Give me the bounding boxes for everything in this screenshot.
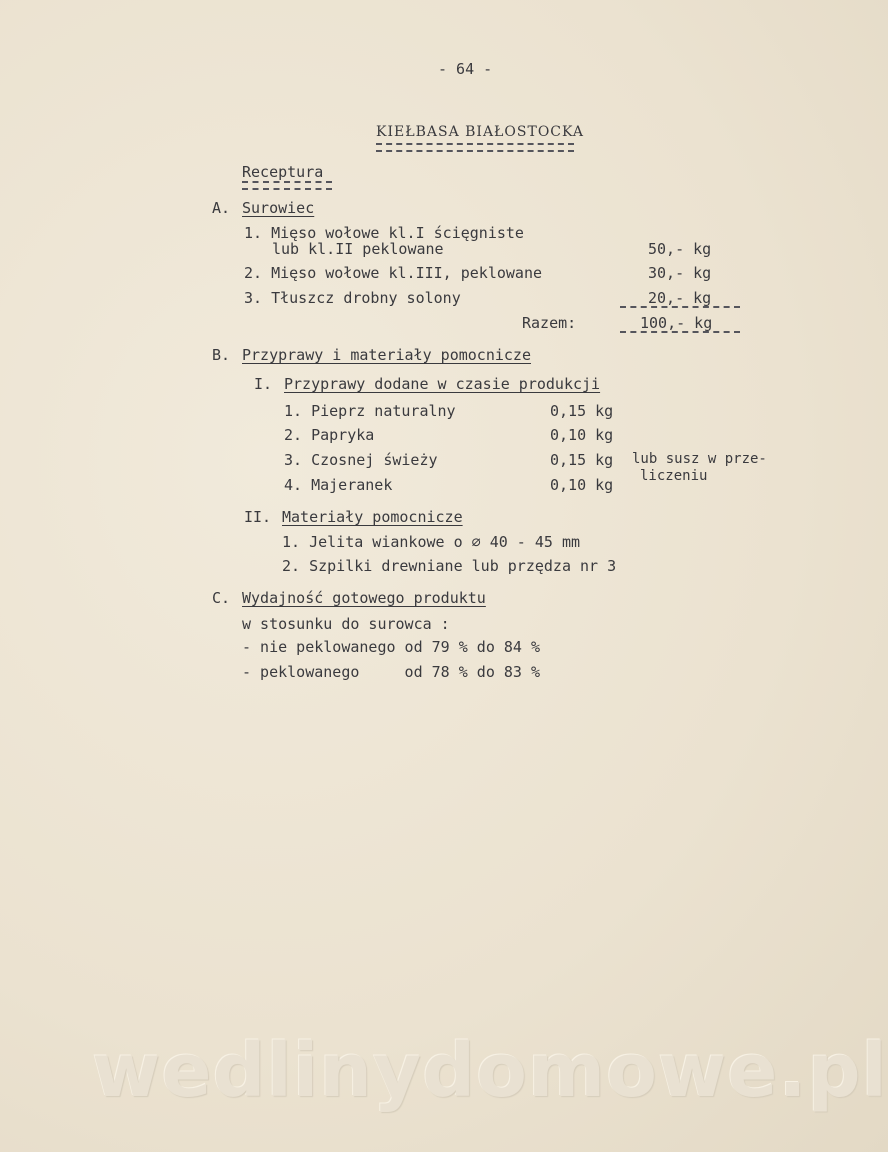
list-item: 2. Szpilki drewniane lub przędza nr 3 bbox=[282, 557, 617, 575]
receptura-heading: Receptura bbox=[242, 163, 324, 181]
page-title: KIEŁBASA BIAŁOSTOCKA bbox=[376, 124, 585, 140]
subsection-heading: Materiały pomocnicze bbox=[282, 508, 463, 526]
note-text-continuation: liczeniu bbox=[640, 468, 708, 484]
quantity: 0,10 kg bbox=[550, 426, 614, 444]
list-item: - peklowanego od 78 % do 83 % bbox=[242, 663, 541, 681]
receptura-underline bbox=[242, 181, 332, 190]
quantity: 50,- kg bbox=[648, 240, 712, 258]
list-item: 1. Jelita wiankowe o ∅ 40 - 45 mm bbox=[282, 533, 581, 551]
quantity: 0,15 kg bbox=[550, 451, 614, 469]
total-label: Razem: bbox=[522, 314, 577, 332]
paragraph-text: w stosunku do surowca : bbox=[242, 615, 450, 633]
section-c-marker: C. bbox=[212, 589, 231, 607]
total-quantity: 100,- kg bbox=[640, 314, 713, 332]
section-c-heading: Wydajność gotowego produktu bbox=[242, 589, 486, 607]
list-item: 3. Tłuszcz drobny solony bbox=[244, 289, 461, 307]
list-item: 2. Mięso wołowe kl.III, peklowane bbox=[244, 264, 543, 282]
section-b-marker: B. bbox=[212, 346, 231, 364]
subsection-marker: II. bbox=[244, 508, 272, 526]
subsection-heading: Przyprawy dodane w czasie produkcji bbox=[284, 375, 601, 393]
quantity: 30,- kg bbox=[648, 264, 712, 282]
list-item: 3. Czosnej świeży bbox=[284, 451, 438, 469]
total-rule bbox=[620, 331, 740, 333]
quantity: 20,- kg bbox=[648, 289, 712, 307]
list-item: 1. Mięso wołowe kl.I ścięgniste bbox=[244, 224, 524, 242]
title-double-underline bbox=[376, 143, 574, 152]
note-text: lub susz w prze- bbox=[632, 451, 767, 467]
watermark: wedlinydomowe.pl bbox=[92, 1028, 888, 1114]
quantity: 0,10 kg bbox=[550, 476, 614, 494]
list-item: 2. Papryka bbox=[284, 426, 375, 444]
section-a-marker: A. bbox=[212, 199, 231, 217]
section-b-heading: Przyprawy i materiały pomocnicze bbox=[242, 346, 531, 364]
list-item-continuation: lub kl.II peklowane bbox=[272, 240, 444, 258]
list-item: 4. Majeranek bbox=[284, 476, 393, 494]
subtotal-rule bbox=[620, 306, 740, 308]
page-number: - 64 - bbox=[438, 60, 493, 78]
subsection-marker: I. bbox=[254, 375, 273, 393]
list-item: 1. Pieprz naturalny bbox=[284, 402, 456, 420]
list-item: - nie peklowanego od 79 % do 84 % bbox=[242, 638, 541, 656]
section-a-heading: Surowiec bbox=[242, 199, 315, 217]
quantity: 0,15 kg bbox=[550, 402, 614, 420]
